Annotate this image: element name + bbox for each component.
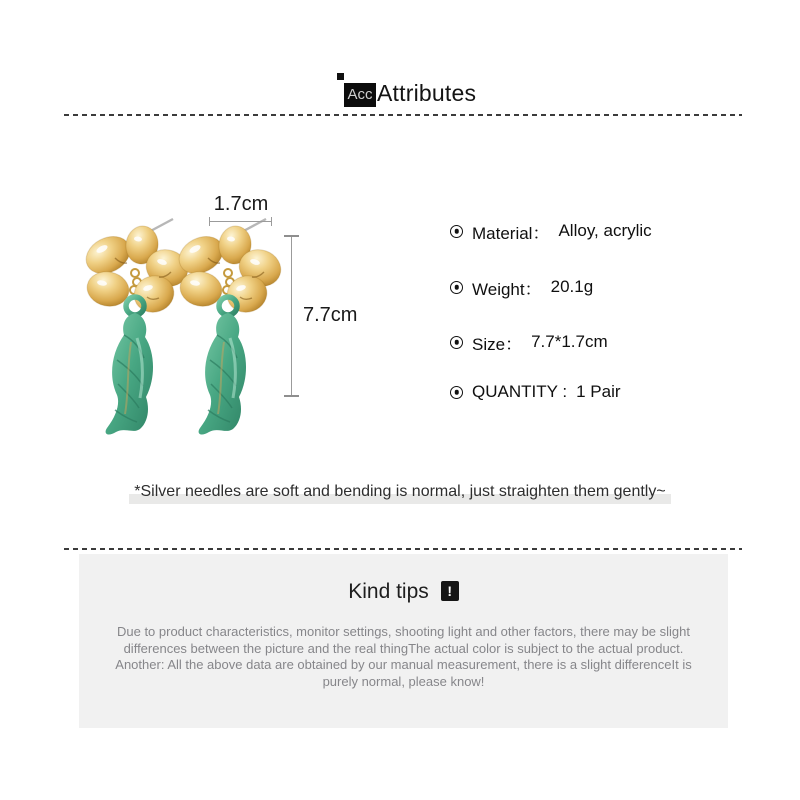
attribute-row-quantity <box>450 380 621 404</box>
attribute-value: 1 Pair <box>576 382 621 401</box>
page-title: Attributes <box>377 80 477 106</box>
attribute-row-material <box>450 219 652 243</box>
kind-tips-title-text: Kind tips <box>348 580 429 603</box>
height-measure-label: 7.7cm <box>303 304 358 326</box>
bullet-circle-icon <box>450 336 463 349</box>
silver-needle-note <box>0 483 800 504</box>
width-measure-label: 1.7cm <box>213 193 269 215</box>
height-measure-line <box>291 236 292 396</box>
kind-tips-box <box>79 554 728 728</box>
silver-needle-note-text: *Silver needles are soft and bending is normal, just straighten them gently~ <box>129 483 670 504</box>
kind-tips-line: Due to product characteristics, monitor settings, shooting light and other factors, there may be slight <box>116 624 690 639</box>
exclamation-icon: ! <box>441 581 459 601</box>
kind-tips-line: purely normal, please know! <box>322 673 485 689</box>
width-measure-line <box>209 221 272 222</box>
bullet-circle-icon <box>450 386 463 399</box>
attribute-label: Size： <box>472 334 523 354</box>
kind-tips-body <box>79 624 728 690</box>
kind-tips-line: differences between the picture and the real thingThe actual color is subject to the actual product. <box>123 640 684 656</box>
attributes-list <box>450 219 730 419</box>
height-measure-tick <box>284 395 299 397</box>
kind-tips-title <box>79 580 728 604</box>
height-measure-tick <box>284 235 299 237</box>
divider-bottom <box>64 548 742 550</box>
width-measure-tick <box>271 217 272 226</box>
bullet-circle-icon <box>450 281 463 294</box>
attribute-label: QUANTITY : <box>472 382 568 401</box>
attribute-value: 20.1g <box>550 277 594 296</box>
attribute-value: Alloy, acrylic <box>558 221 652 240</box>
product-photo-earrings <box>70 215 300 440</box>
attribute-label: Weight： <box>472 279 542 299</box>
attribute-row-weight <box>450 275 593 299</box>
divider-top <box>64 114 742 116</box>
bullet-circle-icon <box>450 225 463 238</box>
width-measure-tick <box>209 217 210 226</box>
kind-tips-line: Another: All the above data are obtained by our manual measurement, there is a slight differenceIt is <box>115 657 692 672</box>
decor-square-icon <box>337 73 344 80</box>
acc-badge: Acc <box>344 83 376 107</box>
attribute-row-size <box>450 330 608 354</box>
attribute-value: 7.7*1.7cm <box>531 332 608 351</box>
attribute-label: Material： <box>472 223 550 243</box>
